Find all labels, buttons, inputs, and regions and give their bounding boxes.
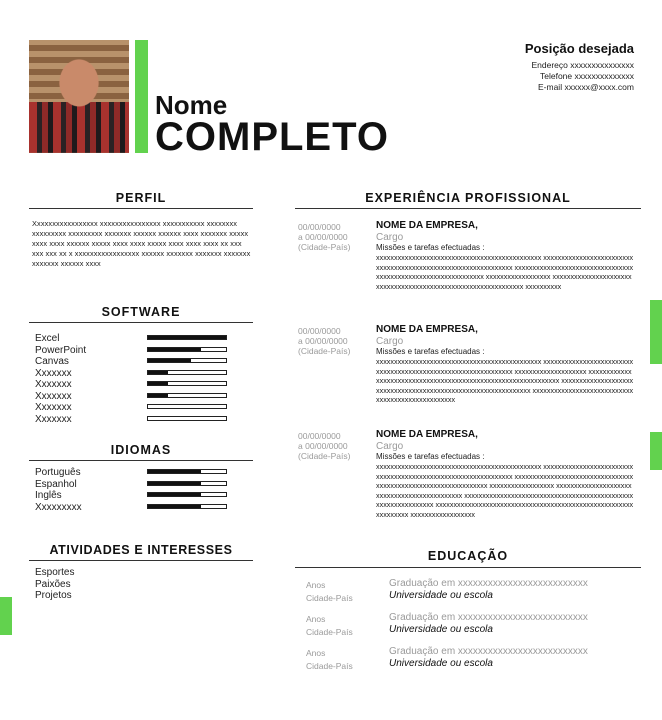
- tasks-text: xxxxxxxxxxxxxxxxxxxxxxxxxxxxxxxxxxxxxxxxxxxxxx xxxxxxxxxxxxxxxxxxxxxxxxxxxxxxxxxxxxxxxxxxxxxxxxxxxxxxxxxxxxxxx xxxxxxxxxxxxxxxxxxxx xxxxxxxxxxxxxxxxxxxxxxxxxxxxxxxxxxxxxxxxxxxxxxxxxxxxxxxxxxxxxxx xxxxxxxxxxxxxxxxxxxxxxxxxxxxxxxxxxxxxxxxxxxxxxxxxxxxxxxxxxxxxxx xxxxxxxxxxxxxxxxxxxxxxxxxxxxxxxxxxxxxxxxxxxxxxxxxx: [376, 357, 634, 404]
- divider: [29, 560, 253, 561]
- edu-degree: Graduação em xxxxxxxxxxxxxxxxxxxxxxxxxx: [389, 612, 588, 623]
- edu-location: Cidade-País: [306, 627, 353, 637]
- company-name: NOME DA EMPRESA,: [376, 220, 478, 231]
- interest-item: Esportes: [35, 567, 75, 578]
- language-name: Português: [35, 467, 81, 478]
- contact-email: E-mail xxxxxx@xxxx.com: [538, 82, 634, 92]
- edu-school: Universidade ou escola: [389, 590, 493, 601]
- education-entry: [389, 612, 588, 636]
- skill-row: [35, 402, 235, 414]
- experience-dates: [298, 326, 350, 356]
- tasks-text: xxxxxxxxxxxxxxxxxxxxxxxxxxxxxxxxxxxxxxxxxxxxxx xxxxxxxxxxxxxxxxxxxxxxxxxxxxxxxxxxxxxxxxxxxxxxxxxxxxxxxxxxxxxxx xxxxxxxxxxxxxxxxxxxxxxxxxxxxxxxxxxxxxxxxxxxxxxxxxxxxxxxxxxxxxxxx xxxxxxxxxxxxxxxxxx xxxxxxxxxxxxxxxxxxxxxxxxxxxxxxxxxxxxxxxxxxxxx xxxxxxxxxxxxxxxxxxxxxxxxxxxxxxxxxxxxxxxxxxxxxxxxxxxxxxxxxxxxxxx xxxxxxxxxxxxxxxxxxxxxxxxxxxxxxxxxxxxxxxxxxxxxxxxxxxxxxxxxxxxxxxx xxxxxxxxxxxxxxxxxx: [376, 462, 634, 519]
- language-name: Espanhol: [35, 478, 77, 490]
- date-to: a 00/00/0000: [298, 336, 348, 346]
- divider: [295, 567, 641, 568]
- divider: [29, 208, 253, 209]
- side-accent-bar: [0, 597, 12, 635]
- edu-school: Universidade ou escola: [389, 624, 493, 635]
- section-title-atividades: ATIVIDADES E INTERESSES: [49, 543, 233, 557]
- education-meta: [306, 613, 353, 639]
- language-name: Xxxxxxxxx: [35, 501, 82, 513]
- profile-photo: [29, 40, 129, 153]
- experience-entry: [376, 220, 634, 291]
- skill-level-bar: [147, 370, 227, 375]
- skill-row: [35, 333, 235, 345]
- section-title-educacao: EDUCAÇÃO: [427, 549, 509, 563]
- language-row: [35, 467, 235, 479]
- language-level-bar: [147, 481, 227, 486]
- interest-item: Projetos: [35, 590, 72, 601]
- header-accent-bar: [135, 40, 148, 153]
- section-title-software: SOFTWARE: [101, 305, 181, 319]
- edu-location: Cidade-País: [306, 593, 353, 603]
- skill-row: [35, 345, 235, 357]
- interests-list: [35, 567, 74, 602]
- skill-level-bar: [147, 393, 227, 398]
- skill-name: Xxxxxxx: [35, 367, 72, 379]
- language-row: [35, 479, 235, 491]
- language-row: [35, 490, 235, 502]
- edu-years: Anos: [306, 614, 326, 624]
- side-accent-bar: [650, 432, 662, 470]
- section-title-perfil: PERFIL: [115, 191, 167, 205]
- divider: [29, 460, 253, 461]
- tasks-label: Missões e tarefas efectuadas :: [376, 347, 485, 356]
- tasks-text: xxxxxxxxxxxxxxxxxxxxxxxxxxxxxxxxxxxxxxxxxxxxxx xxxxxxxxxxxxxxxxxxxxxxxxxxxxxxxxxxxxxxxxxxxxxxxxxxxxxxxxxxxxxxx xxxxxxxxxxxxxxxxxxxxxxxxxxxxxxxxxxxxxxxxxxxxxxxxxxxxxxxxxxxxxxx xxxxxxxxxxxxxxxxxx xxxxxxxxxxxxxxxxxxxxxxxxxxxxxxxxxxxxxxxxxxxxxxxxxxxxxxxxxxxxxxx xxxxxxxxxx: [376, 253, 634, 291]
- skill-name: Canvas: [35, 356, 69, 367]
- language-level-bar: [147, 504, 227, 509]
- software-list: [35, 333, 235, 425]
- skill-level-bar: [147, 347, 227, 352]
- side-accent-bar: [650, 300, 662, 364]
- section-title-idiomas: IDIOMAS: [110, 443, 172, 457]
- name-last: COMPLETO: [155, 115, 389, 159]
- divider: [295, 208, 641, 209]
- language-name: Inglês: [35, 490, 62, 501]
- skill-level-bar: [147, 416, 227, 421]
- perfil-text: Xxxxxxxxxxxxxxxxx xxxxxxxxxxxxxxxx xxxxxxxxxxx xxxxxxxx xxxxxxxxx xxxxxxxxx xxxxxxx xxxxxx xxxxxx xxxx xxxxxxx xxxxx xxxx xxxx xxxxxx xxxxx xxxx xxxx xxxxx xxxx xxxx xxxx xx xxx xxx xxx xx x xxxxxxxxxxxxxxxxx xxxxxx xxxxxxx xxxxxxx xxxxxxx xxxxxxx xxxxxx xxxx: [32, 219, 251, 268]
- skill-row: [35, 414, 235, 426]
- skill-level-bar: [147, 381, 227, 386]
- skill-row: [35, 368, 235, 380]
- contact-address: Endereço xxxxxxxxxxxxxxx: [531, 60, 634, 70]
- skill-name: Xxxxxxx: [35, 379, 72, 390]
- skill-name: Excel: [35, 333, 60, 344]
- experience-entry: [376, 324, 634, 405]
- company-name: NOME DA EMPRESA,: [376, 429, 478, 440]
- languages-list: [35, 467, 235, 513]
- desired-position: Posição desejada: [524, 41, 634, 56]
- date-from: 00/00/0000: [298, 222, 341, 232]
- tasks-label: Missões e tarefas efectuadas :: [376, 452, 485, 461]
- edu-degree: Graduação em xxxxxxxxxxxxxxxxxxxxxxxxxx: [389, 646, 588, 657]
- language-level-bar: [147, 469, 227, 474]
- skill-row: [35, 356, 235, 368]
- exp-location: (Cidade-País): [298, 346, 351, 356]
- education-entry: [389, 646, 588, 670]
- education-meta: [306, 647, 353, 673]
- experience-dates: [298, 431, 350, 461]
- experience-entry: [376, 429, 634, 519]
- job-title: Cargo: [376, 336, 404, 347]
- section-title-experiencia: EXPERIÊNCIA PROFISSIONAL: [365, 191, 571, 205]
- exp-location: (Cidade-País): [298, 451, 351, 461]
- education-meta: [306, 579, 353, 605]
- skill-row: [35, 379, 235, 391]
- date-to: a 00/00/0000: [298, 441, 348, 451]
- skill-name: Xxxxxxx: [35, 390, 72, 402]
- skill-level-bar: [147, 358, 227, 363]
- skill-row: [35, 391, 235, 403]
- skill-level-bar: [147, 404, 227, 409]
- education-entry: [389, 578, 588, 602]
- date-to: a 00/00/0000: [298, 232, 348, 242]
- interest-item: Paixões: [35, 578, 71, 590]
- skill-name: Xxxxxxx: [35, 413, 72, 425]
- language-row: [35, 502, 235, 514]
- contact-phone: Telefone xxxxxxxxxxxxxx: [540, 71, 634, 81]
- language-level-bar: [147, 492, 227, 497]
- edu-degree: Graduação em xxxxxxxxxxxxxxxxxxxxxxxxxx: [389, 578, 588, 589]
- edu-years: Anos: [306, 580, 326, 590]
- job-title: Cargo: [376, 441, 404, 452]
- edu-location: Cidade-País: [306, 661, 353, 671]
- skill-name: PowerPoint: [35, 344, 87, 356]
- company-name: NOME DA EMPRESA,: [376, 324, 478, 335]
- divider: [29, 322, 253, 323]
- skill-name: Xxxxxxx: [35, 402, 72, 413]
- edu-school: Universidade ou escola: [389, 658, 493, 669]
- exp-location: (Cidade-País): [298, 242, 351, 252]
- date-from: 00/00/0000: [298, 326, 341, 336]
- experience-dates: [298, 222, 350, 252]
- name-first: Nome: [155, 90, 228, 120]
- tasks-label: Missões e tarefas efectuadas :: [376, 243, 485, 252]
- skill-level-bar: [147, 335, 227, 340]
- date-from: 00/00/0000: [298, 431, 341, 441]
- job-title: Cargo: [376, 232, 404, 243]
- edu-years: Anos: [306, 648, 326, 658]
